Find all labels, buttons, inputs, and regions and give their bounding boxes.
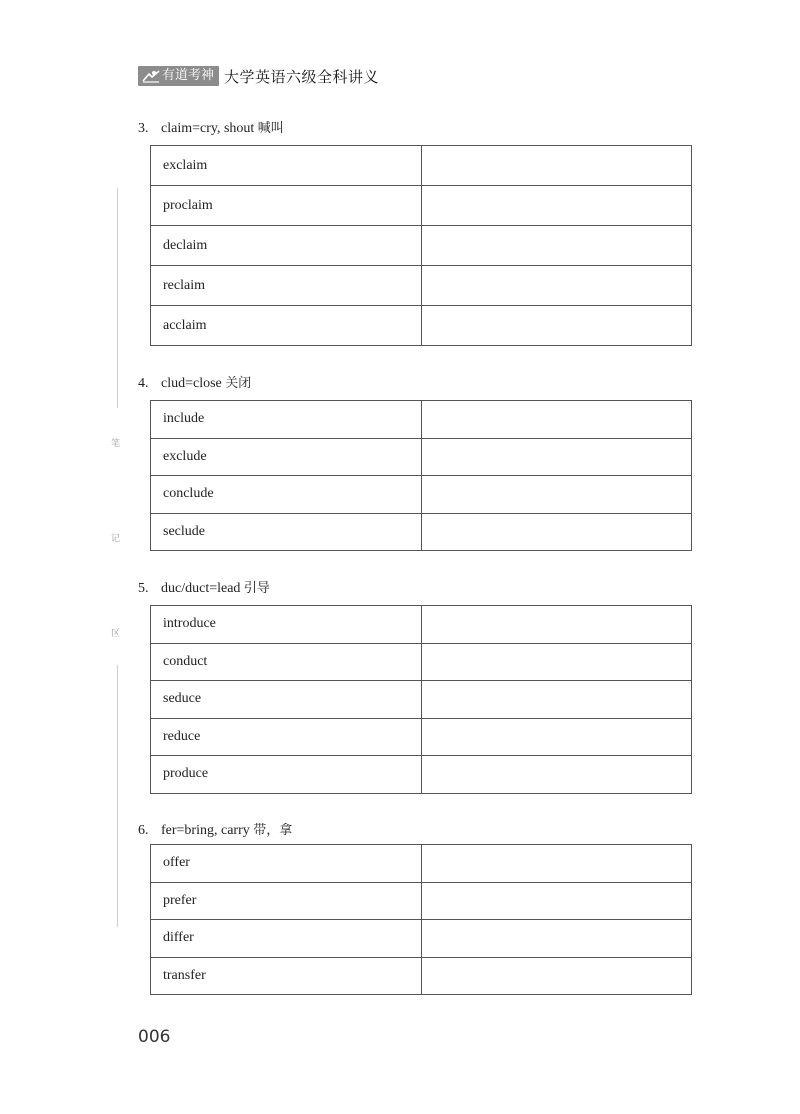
table-row <box>151 718 692 756</box>
section-meaning: 喊叫 <box>257 121 284 136</box>
table-row <box>151 845 692 883</box>
page-number: 006 <box>138 1027 171 1047</box>
brand-badge-text: 有道考神 <box>162 68 215 83</box>
table-row <box>151 226 692 266</box>
table-row <box>151 476 692 514</box>
word-cell: introduce <box>151 606 422 644</box>
table-row <box>151 146 692 186</box>
section-root: duc/duct=lead <box>161 581 241 596</box>
answer-cell <box>422 226 692 266</box>
notes-margin-rule-top <box>117 188 118 408</box>
section-meaning: 引导 <box>243 581 270 596</box>
section-heading <box>138 117 284 137</box>
vocab-table <box>150 844 692 995</box>
vocab-table <box>150 400 692 551</box>
brand-badge <box>138 66 219 86</box>
word-cell: proclaim <box>151 186 422 226</box>
table-row <box>151 266 692 306</box>
section-heading <box>138 577 270 597</box>
answer-cell <box>422 882 692 920</box>
answer-cell <box>422 845 692 883</box>
section-heading <box>138 372 251 392</box>
section-number: 4. <box>138 376 149 391</box>
section-meaning: 关闭 <box>225 376 252 391</box>
answer-cell <box>422 756 692 794</box>
word-cell: differ <box>151 920 422 958</box>
word-cell: acclaim <box>151 306 422 346</box>
section-meaning: 带，拿 <box>253 823 293 838</box>
section-number: 5. <box>138 581 149 596</box>
table-row <box>151 882 692 920</box>
notes-margin-label-1: 笔 <box>111 439 121 449</box>
word-cell: exclaim <box>151 146 422 186</box>
word-cell: conclude <box>151 476 422 514</box>
word-cell: prefer <box>151 882 422 920</box>
answer-cell <box>422 306 692 346</box>
table-row <box>151 643 692 681</box>
table-row <box>151 957 692 995</box>
word-cell: conduct <box>151 643 422 681</box>
answer-cell <box>422 513 692 551</box>
table-row <box>151 681 692 719</box>
word-cell: seduce <box>151 681 422 719</box>
answer-cell <box>422 438 692 476</box>
word-cell: seclude <box>151 513 422 551</box>
section-root: claim=cry, shout <box>161 121 255 136</box>
word-cell: reclaim <box>151 266 422 306</box>
answer-cell <box>422 718 692 756</box>
word-cell: reduce <box>151 718 422 756</box>
word-cell: produce <box>151 756 422 794</box>
table-row <box>151 513 692 551</box>
section-number: 3. <box>138 121 149 136</box>
section-heading <box>138 819 292 839</box>
word-cell: declaim <box>151 226 422 266</box>
section-number: 6. <box>138 823 149 838</box>
answer-cell <box>422 266 692 306</box>
word-cell: transfer <box>151 957 422 995</box>
table-row <box>151 438 692 476</box>
word-cell: exclude <box>151 438 422 476</box>
notes-margin-label-3: 区 <box>111 629 121 639</box>
reader-logo-icon <box>142 69 160 83</box>
answer-cell <box>422 186 692 226</box>
word-cell: include <box>151 401 422 439</box>
table-row <box>151 306 692 346</box>
answer-cell <box>422 643 692 681</box>
answer-cell <box>422 401 692 439</box>
answer-cell <box>422 920 692 958</box>
notes-margin-rule-bottom <box>117 665 118 927</box>
vocab-table <box>150 605 692 794</box>
table-row <box>151 756 692 794</box>
header-title: 大学英语六级全科讲义 <box>224 67 380 86</box>
table-row <box>151 401 692 439</box>
section-root: clud=close <box>161 376 222 391</box>
answer-cell <box>422 476 692 514</box>
table-row <box>151 920 692 958</box>
answer-cell <box>422 957 692 995</box>
notes-margin-label-2: 记 <box>111 534 121 544</box>
table-row <box>151 606 692 644</box>
vocab-table <box>150 145 692 346</box>
answer-cell <box>422 146 692 186</box>
table-row <box>151 186 692 226</box>
section-root: fer=bring, carry <box>161 823 250 838</box>
answer-cell <box>422 681 692 719</box>
answer-cell <box>422 606 692 644</box>
word-cell: offer <box>151 845 422 883</box>
page-header <box>138 65 379 87</box>
